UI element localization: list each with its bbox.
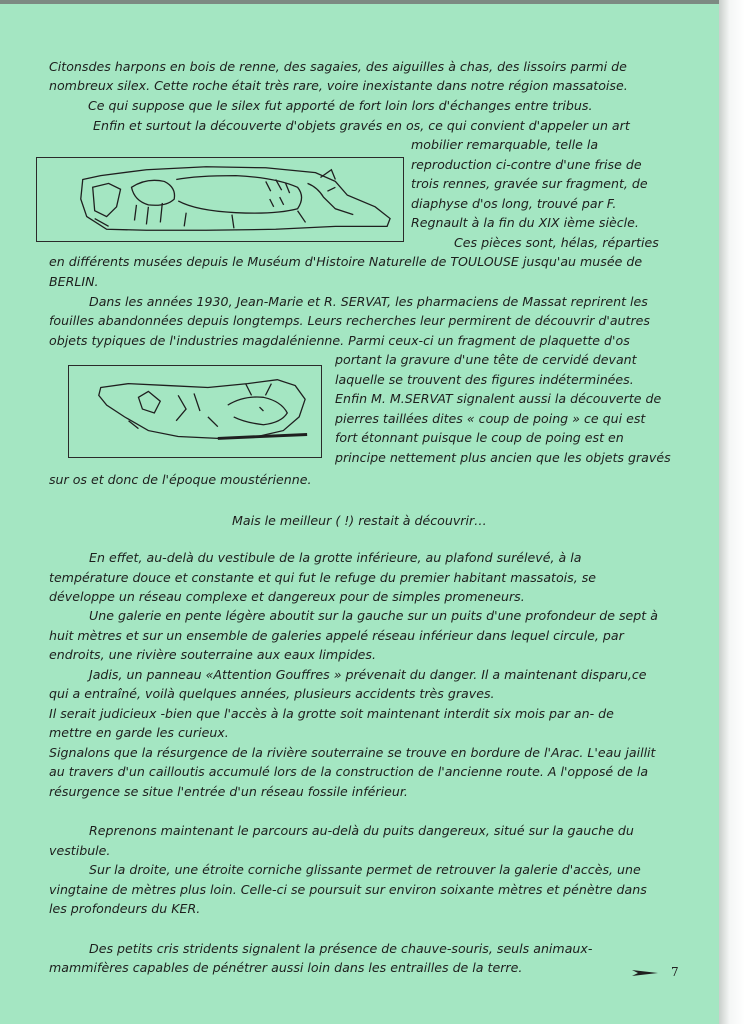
text-line: Une galerie en pente légère aboutit sur la gauche sur un puits d'une profondeur de sept à [89,608,658,623]
text-line: nombreux silex. Cette roche était très rare, voire inexistante dans notre région massatoise. [49,78,628,93]
text-line: Il serait judicieux -bien que l'accès à la grotte soit maintenant interdit six mois par an- de [49,706,614,721]
text-line: trois rennes, gravée sur fragment, de [411,176,648,191]
text-line: au travers d'un cailloutis accumulé lors de la construction de l'ancienne route. A l'opposé de la [49,764,649,779]
text-line: fort étonnant puisque le coup de poing est en [335,430,624,445]
text-line: Reprenons maintenant le parcours au-delà du puits dangereux, situé sur la gauche du [89,823,634,838]
text-line: huit mètres et sur un ensemble de galeries appelé réseau inférieur dans lequel circule, par [49,628,624,643]
reindeer-frieze-figure [36,157,404,242]
deer-head-plaque-engraving [69,366,321,457]
text-line: pierres taillées dites « coup de poing » ce qui est [335,411,646,426]
text-line: principe nettement plus ancien que les objets gravés [335,450,671,465]
text-line: les profondeurs du KER. [49,901,201,916]
text-line: Dans les années 1930, Jean-Marie et R. SERVAT, les pharmaciens de Massat reprirent les [89,294,648,309]
text-line: portant la gravure d'une tête de cervidé devant [335,352,637,367]
arrow-right-icon [632,968,658,978]
text-line-centered: Mais le meilleur ( !) restait à découvrir… [232,513,487,528]
text-line: endroits, une rivière souterraine aux eaux limpides. [49,647,376,662]
text-line: vestibule. [49,843,111,858]
text-line: développe un réseau complexe et dangereux pour de simples promeneurs. [49,589,525,604]
text-line: mammifères capables de pénétrer aussi loin dans les entrailles de la terre. [49,960,523,975]
text-line: Des petits cris stridents signalent la présence de chauve-souris, seuls animaux- [89,941,593,956]
text-line: Sur la droite, une étroite corniche glissante permet de retrouver la galerie d'accès, une [89,862,641,877]
text-line: résurgence se situe l'entrée d'un réseau fossile inférieur. [49,784,408,799]
text-line: BERLIN. [49,274,99,289]
text-line: Citonsdes harpons en bois de renne, des sagaies, des aiguilles à chas, des lissoirs parmi de [49,59,627,74]
text-line: Enfin M. M.SERVAT signalent aussi la découverte de [335,391,662,406]
text-line: mettre en garde les curieux. [49,725,229,740]
reindeer-frieze-engraving [37,158,403,241]
text-line: reproduction ci-contre d'une frise de [411,157,642,172]
text-line: en différents musées depuis le Muséum d'Histoire Naturelle de TOULOUSE jusqu'au musée de [49,254,643,269]
text-line: qui a entraîné, voilà quelques années, plusieurs accidents très graves. [49,686,495,701]
text-line: Enfin et surtout la découverte d'objets gravés en os, ce qui convient d'appeler un art [93,118,630,133]
deer-head-plaque-figure [68,365,322,458]
text-line: Regnault à la fin du XIX ième siècle. [411,215,639,230]
text-line: Signalons que la résurgence de la rivière souterraine se trouve en bordure de l'Arac. L'eau jaillit [49,745,656,760]
page-number: 7 [671,965,679,979]
text-line: Ces pièces sont, hélas, réparties [454,235,659,250]
text-line: vingtaine de mètres plus loin. Celle-ci se poursuit sur environ soixante mètres et pénètre dans [49,882,647,897]
text-line: laquelle se trouvent des figures indéterminées. [335,372,634,387]
text-line: température douce et constante et qui fut le refuge du premier habitant massatois, se [49,570,597,585]
text-line: diaphyse d'os long, trouvé par F. [411,196,617,211]
text-line: objets typiques de l'industries magdalénienne. Parmi ceux-ci un fragment de plaquette d'os [49,333,630,348]
text-line: fouilles abandonnées depuis longtemps. Leurs recherches leur permirent de découvrir d'autres [49,313,650,328]
text-line: Jadis, un panneau «Attention Gouffres » prévenait du danger. Il a maintenant disparu,ce [89,667,647,682]
text-line: sur os et donc de l'époque moustérienne. [49,472,312,487]
text-line: En effet, au-delà du vestibule de la grotte inférieure, au plafond surélevé, à la [89,550,582,565]
page-edge [719,0,745,1024]
text-line: mobilier remarquable, telle la [411,137,599,152]
text-line: Ce qui suppose que le silex fut apporté de fort loin lors d'échanges entre tribus. [88,98,593,113]
